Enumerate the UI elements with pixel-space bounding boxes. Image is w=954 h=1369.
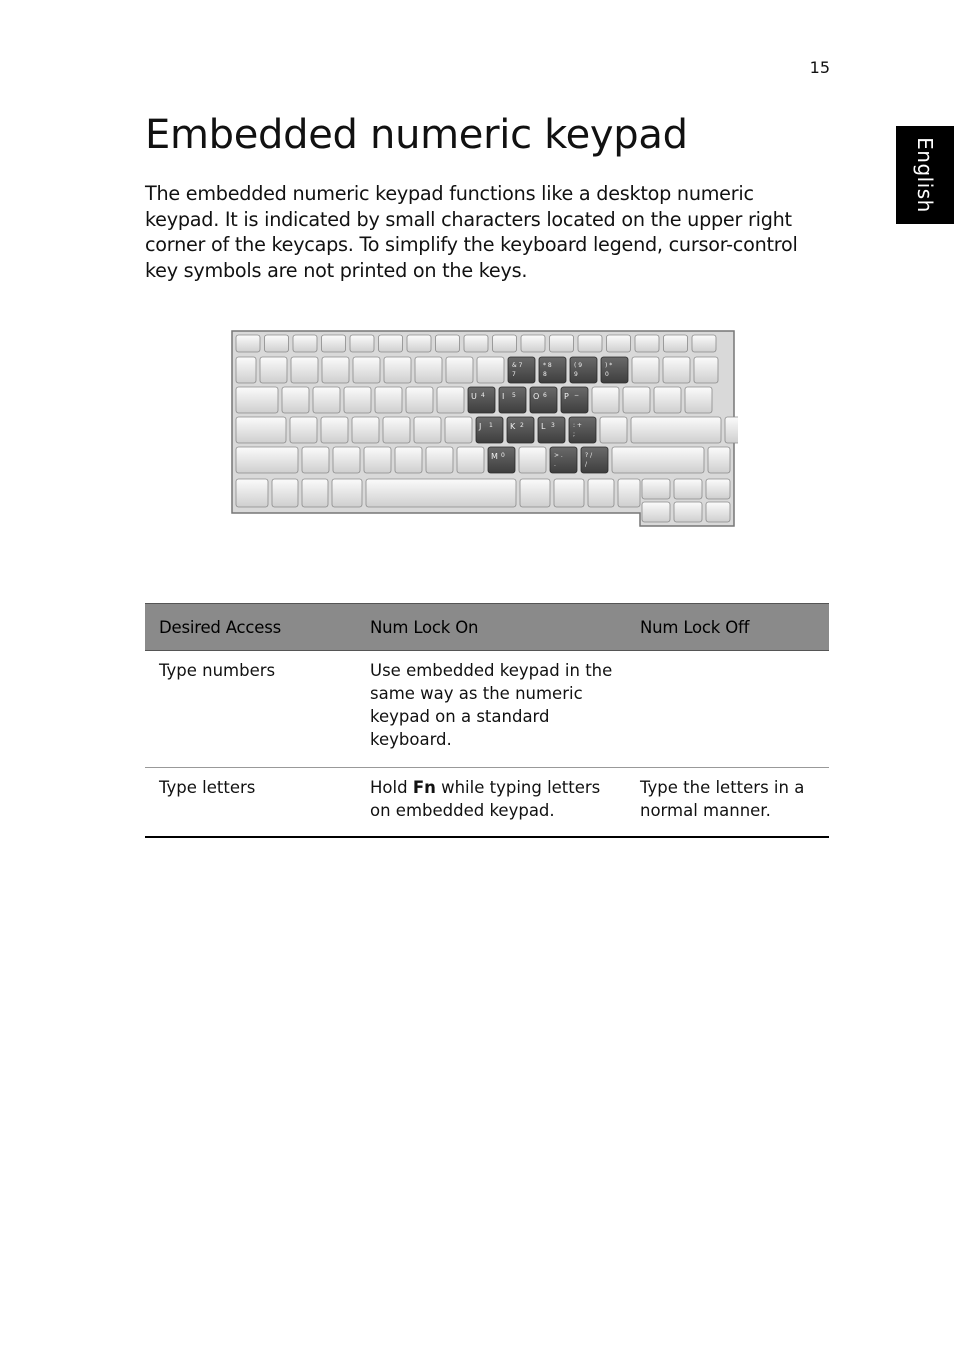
keyboard-key xyxy=(407,335,431,352)
keyboard-key xyxy=(588,479,614,507)
keyboard-key xyxy=(406,387,433,413)
keyboard-key xyxy=(293,335,317,352)
on-suffix: while typing letters on embedded keypad. xyxy=(370,778,601,820)
keyboard-key xyxy=(692,335,716,352)
keyboard-key xyxy=(236,447,298,473)
key-upper-legend: − xyxy=(574,392,580,399)
keyboard-key xyxy=(464,335,488,352)
keyboard-key xyxy=(415,357,442,383)
keyboard-key xyxy=(353,357,380,383)
key-letter: O xyxy=(533,392,540,401)
keyboard-key xyxy=(236,479,268,507)
keyboard-key xyxy=(322,335,346,352)
keyboard-key xyxy=(236,357,256,383)
keyboard-key xyxy=(426,447,453,473)
key-letter: J xyxy=(479,422,482,431)
on-prefix: Hold xyxy=(370,778,413,797)
key-upper-legend: 5 xyxy=(512,392,516,399)
embedded-key xyxy=(570,357,597,383)
keyboard-key xyxy=(379,335,403,352)
keyboard-key xyxy=(313,387,340,413)
key-upper-legend: 6 xyxy=(543,392,547,399)
key-upper-legend: ? / xyxy=(585,452,593,459)
keyboard-key xyxy=(321,417,348,443)
key-lower-legend: 7 xyxy=(512,371,516,378)
key-letter: M xyxy=(491,452,498,461)
keyboard-key xyxy=(333,447,360,473)
keyboard-key xyxy=(265,335,289,352)
keyboard-illustration xyxy=(228,328,738,528)
keyboard-key xyxy=(414,417,441,443)
keyboard-key xyxy=(554,479,584,507)
keyboard-key xyxy=(375,387,402,413)
page-title: Embedded numeric keypad xyxy=(145,112,688,158)
keyboard-key xyxy=(612,447,704,473)
embedded-key xyxy=(550,447,577,473)
embedded-key xyxy=(569,417,596,443)
keyboard-key xyxy=(350,335,374,352)
header-num-lock-on: Num Lock On xyxy=(356,604,626,651)
key-upper-legend: > . xyxy=(554,452,563,459)
cell-num-lock-off: Type the letters in a normal manner. xyxy=(626,768,829,838)
embedded-key xyxy=(601,357,628,383)
keyboard-key xyxy=(600,417,627,443)
keyboard-key xyxy=(706,502,730,522)
keyboard-key xyxy=(642,502,670,522)
cell-num-lock-on: Use embedded keypad in the same way as the numeric keypad on a standard keyboard. xyxy=(356,651,626,768)
key-upper-legend: 1 xyxy=(489,422,493,429)
keyboard-key xyxy=(664,335,688,352)
keyboard-key xyxy=(364,447,391,473)
key-upper-legend: 0 xyxy=(501,452,505,459)
keyboard-key xyxy=(654,387,681,413)
keyboard-key xyxy=(272,479,298,507)
embedded-key xyxy=(508,357,535,383)
keyboard-key xyxy=(282,387,309,413)
keyboard-key xyxy=(578,335,602,352)
keyboard-key xyxy=(236,387,278,413)
key-lower-legend: ; xyxy=(573,431,576,438)
keyboard-key xyxy=(623,387,650,413)
keyboard-key xyxy=(493,335,517,352)
key-lower-legend: / xyxy=(585,461,588,468)
keyboard-key xyxy=(694,357,718,383)
header-desired-access: Desired Access xyxy=(145,604,356,651)
keyboard-key xyxy=(674,479,702,499)
key-upper-legend: 3 xyxy=(551,422,555,429)
keyboard-key xyxy=(520,479,550,507)
table-header-row xyxy=(145,604,829,651)
keyboard-key xyxy=(477,357,504,383)
language-tab-label: English xyxy=(913,137,937,213)
key-lower-legend: . xyxy=(554,461,556,468)
fn-key-label: Fn xyxy=(412,778,436,797)
keyboard-key xyxy=(642,479,670,499)
key-upper-legend: * 8 xyxy=(543,362,552,369)
keyboard-key xyxy=(663,357,690,383)
keyboard-key xyxy=(322,357,349,383)
keyboard-key xyxy=(383,417,410,443)
keyboard-key xyxy=(550,335,574,352)
keyboard-key xyxy=(366,479,516,507)
keyboard-key xyxy=(725,417,738,443)
table-row xyxy=(145,768,829,838)
keyboard-key xyxy=(607,335,631,352)
embedded-key xyxy=(539,357,566,383)
access-table xyxy=(145,603,829,838)
keyboard-key xyxy=(302,447,329,473)
header-num-lock-off: Num Lock Off xyxy=(626,604,829,651)
keyboard-key xyxy=(344,387,371,413)
keyboard-key xyxy=(395,447,422,473)
keyboard-key xyxy=(260,357,287,383)
keyboard-key xyxy=(302,479,328,507)
keyboard-key xyxy=(352,417,379,443)
keyboard-key xyxy=(685,387,712,413)
key-lower-legend: 9 xyxy=(574,371,578,378)
keyboard-key xyxy=(631,417,721,443)
key-letter: P xyxy=(564,392,569,401)
keyboard-key xyxy=(674,502,702,522)
key-letter: L xyxy=(541,422,546,431)
key-letter: U xyxy=(471,392,477,401)
key-upper-legend: ( 9 xyxy=(574,362,583,369)
keyboard-key xyxy=(521,335,545,352)
keyboard-key xyxy=(635,335,659,352)
keyboard-key xyxy=(706,479,730,499)
keyboard-key xyxy=(519,447,546,473)
keyboard-key xyxy=(632,357,659,383)
key-lower-legend: 8 xyxy=(543,371,547,378)
keyboard-key xyxy=(291,357,318,383)
table-row xyxy=(145,651,829,768)
intro-paragraph: The embedded numeric keypad functions like a desktop numeric keypad. It is indicated by small characters located on the upper right corner of the keycaps. To simplify the keyboard legend, cursor-control key symbols are not printed on the keys. xyxy=(145,182,798,282)
key-letter: K xyxy=(510,422,516,431)
keyboard-key xyxy=(290,417,317,443)
key-upper-legend: ) * xyxy=(605,362,613,369)
key-upper-legend: : + xyxy=(573,422,582,429)
language-tab xyxy=(896,126,954,224)
keyboard-key xyxy=(236,417,286,443)
key-upper-legend: & 7 xyxy=(512,362,523,369)
keyboard-key xyxy=(236,335,260,352)
cell-access: Type numbers xyxy=(145,651,356,768)
key-letter: I xyxy=(502,392,505,401)
keyboard-key xyxy=(457,447,484,473)
keyboard-key xyxy=(618,479,640,507)
keyboard-key xyxy=(708,447,730,473)
keyboard-key xyxy=(384,357,411,383)
page-number: 15 xyxy=(809,58,830,77)
embedded-key xyxy=(581,447,608,473)
keyboard-key xyxy=(332,479,362,507)
cell-num-lock-on xyxy=(356,768,626,838)
key-upper-legend: 4 xyxy=(481,392,485,399)
key-upper-legend: 2 xyxy=(520,422,524,429)
cell-num-lock-off xyxy=(626,651,829,768)
keyboard-key xyxy=(446,357,473,383)
cell-access: Type letters xyxy=(145,768,356,838)
keyboard-key xyxy=(436,335,460,352)
keyboard-key xyxy=(437,387,464,413)
key-lower-legend: 0 xyxy=(605,371,609,378)
keyboard-key xyxy=(592,387,619,413)
keyboard-key xyxy=(445,417,472,443)
